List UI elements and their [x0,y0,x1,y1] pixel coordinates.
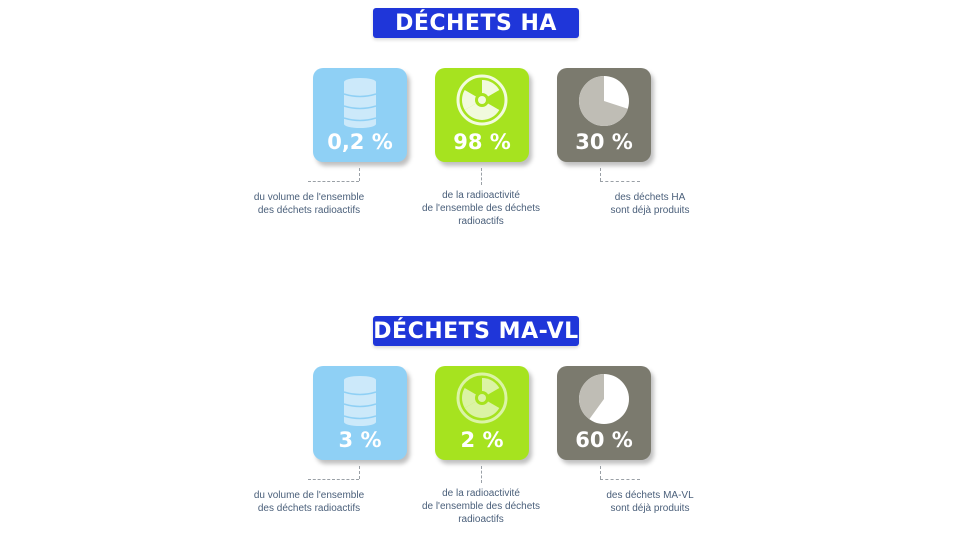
connector-line [359,466,360,479]
section-title: DÉCHETS HA [373,8,579,38]
connector-line [600,479,640,480]
tile-radioactivity [435,366,529,460]
tile-caption: du volume de l'ensemble des déchets radioactifs [253,192,365,216]
tile-caption: des déchets HA sont déjà produits [610,192,690,216]
tile-value: 98 % [453,130,511,154]
connector-line [600,466,601,479]
tile-value: 0,2 % [327,130,393,154]
tile-volume [313,366,407,460]
connector-line [308,479,359,480]
tile-value: 60 % [575,428,633,452]
tile-produced [557,366,651,460]
tile-caption: du volume de l'ensemble des déchets radioactifs [253,490,365,514]
tile-caption: de la radioactivité de l'ensemble des déchets radioactifs [421,190,541,227]
radiation-icon [435,372,529,426]
connector-line [481,466,482,483]
section-title: DÉCHETS MA-VL [373,316,579,346]
tile-value: 2 % [460,428,504,452]
pie-icon [557,372,651,426]
tile-value: 30 % [575,130,633,154]
tile-caption: des déchets MA-VL sont déjà produits [606,490,694,514]
tile-caption: de la radioactivité de l'ensemble des déchets radioactifs [421,488,541,525]
tile-value: 3 % [338,428,382,452]
barrel-icon [313,372,407,426]
